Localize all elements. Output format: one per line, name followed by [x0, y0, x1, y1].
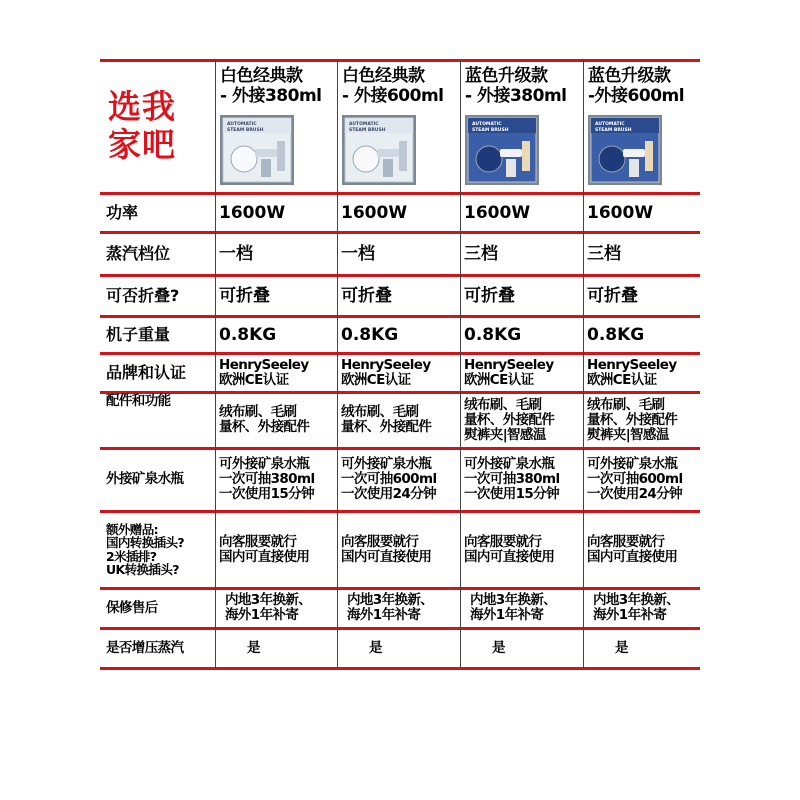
table-title: 选我 家吧	[108, 88, 176, 164]
table-cell	[219, 353, 338, 392]
cell-value: 可外接矿泉水瓶 一次可抽600ml 一次使用24分钟	[341, 456, 437, 502]
table-cell	[219, 316, 338, 353]
cell-value: 绒布刷、毛刷 量杯、外接配件	[341, 404, 432, 435]
cell-value: 1600W	[464, 202, 531, 223]
cell-value: HenrySeeley 欧洲CE认证	[219, 356, 309, 388]
row-label	[106, 588, 214, 628]
cell-value: 是	[492, 639, 505, 656]
cell-value: 可折叠	[219, 285, 270, 306]
cell-value: 0.8KG	[341, 324, 399, 345]
cell-value: 可折叠	[587, 285, 638, 306]
row-label-text: 外接矿泉水瓶	[106, 471, 184, 487]
table-cell	[464, 448, 584, 511]
table-cell	[464, 628, 584, 668]
row-label	[106, 232, 214, 275]
table-cell	[341, 588, 461, 628]
table-cell	[464, 316, 584, 353]
table-cell	[464, 392, 584, 448]
table-cell	[587, 232, 701, 275]
cell-value: 0.8KG	[587, 324, 645, 345]
table-cell	[219, 193, 338, 232]
table-cell	[587, 392, 701, 448]
svg-text:STEAM BRUSH: STEAM BRUSH	[595, 128, 632, 133]
cell-value: 可折叠	[464, 285, 515, 306]
cell-value: 可折叠	[341, 285, 392, 306]
row-label-text: 是否增压蒸汽	[106, 639, 184, 656]
table-cell	[587, 353, 701, 392]
cell-value: 1600W	[341, 202, 408, 223]
cell-value: 一档	[219, 243, 253, 264]
column-divider	[215, 60, 216, 668]
cell-value: 可外接矿泉水瓶 一次可抽380ml 一次使用15分钟	[464, 456, 560, 502]
row-label-text: 机子重量	[106, 324, 171, 344]
cell-value: 可外接矿泉水瓶 一次可抽380ml 一次使用15分钟	[219, 456, 315, 502]
row-label	[106, 448, 214, 511]
cell-value: 内地3年换新、 海外1年补寄	[593, 592, 680, 623]
cell-value: 1600W	[587, 202, 654, 223]
table-cell	[341, 316, 461, 353]
table-cell	[341, 275, 461, 316]
cell-value: HenrySeeley 欧洲CE认证	[464, 356, 554, 388]
cell-value: 内地3年换新、 海外1年补寄	[470, 592, 557, 623]
svg-text:AUTOMATIC: AUTOMATIC	[472, 122, 502, 127]
table-cell	[587, 193, 701, 232]
cell-value: HenrySeeley 欧洲CE认证	[341, 356, 431, 388]
cell-value: 向客服要就行 国内可直接使用	[587, 533, 678, 565]
svg-text:AUTOMATIC: AUTOMATIC	[227, 122, 257, 127]
row-label-text: 蒸汽档位	[106, 243, 171, 263]
svg-text:STEAM BRUSH: STEAM BRUSH	[472, 128, 509, 133]
row-label	[106, 193, 214, 232]
product-box-image	[465, 115, 539, 185]
table-cell	[464, 232, 584, 275]
row-label-text: 功率	[106, 202, 139, 222]
svg-text:STEAM BRUSH: STEAM BRUSH	[349, 128, 386, 133]
row-label-text: 保修售后	[106, 599, 158, 616]
table-cell	[587, 628, 701, 668]
table-cell	[587, 316, 701, 353]
cell-value: 内地3年换新、 海外1年补寄	[225, 592, 312, 623]
cell-value: 向客服要就行 国内可直接使用	[464, 533, 555, 565]
table-cell	[341, 232, 461, 275]
product-box-image	[342, 115, 416, 185]
table-cell	[219, 448, 338, 511]
product-name: 白色经典款 - 外接380ml	[220, 66, 322, 106]
row-label-text: 配件和功能	[106, 393, 171, 409]
table-cell	[219, 628, 338, 668]
product-name: 蓝色升级款 -外接600ml	[588, 66, 685, 106]
row-label	[106, 353, 214, 392]
table-cell	[219, 275, 338, 316]
svg-text:STEAM BRUSH: STEAM BRUSH	[227, 128, 264, 133]
cell-value: 1600W	[219, 202, 286, 223]
table-cell	[341, 193, 461, 232]
cell-value: 绒布刷、毛刷 量杯、外接配件	[219, 404, 310, 435]
cell-value: 绒布刷、毛刷 量杯、外接配件 熨裤夹|智感温	[587, 396, 678, 443]
row-label	[106, 628, 214, 668]
row-label-text: 额外赠品: 国内转换插头? 2米插排? UK转换插头?	[106, 521, 185, 577]
table-cell	[219, 392, 338, 448]
table-cell	[464, 193, 584, 232]
row-label	[106, 316, 214, 353]
table-cell	[219, 588, 338, 628]
table-cell	[464, 511, 584, 588]
cell-value: 0.8KG	[219, 324, 277, 345]
cell-value: 是	[369, 639, 382, 656]
product-box-image	[220, 115, 294, 185]
table-cell	[219, 511, 338, 588]
table-cell	[341, 392, 461, 448]
product-box-image	[588, 115, 662, 185]
cell-value: 是	[247, 639, 260, 656]
svg-text:AUTOMATIC: AUTOMATIC	[595, 122, 625, 127]
cell-value: 内地3年换新、 海外1年补寄	[347, 592, 434, 623]
table-cell	[341, 511, 461, 588]
cell-value: 一档	[341, 243, 375, 264]
table-cell	[341, 353, 461, 392]
row-label	[106, 511, 214, 588]
cell-value: 向客服要就行 国内可直接使用	[219, 533, 310, 565]
cell-value: 是	[615, 639, 628, 656]
svg-text:AUTOMATIC: AUTOMATIC	[349, 122, 379, 127]
product-name: 蓝色升级款 - 外接380ml	[465, 66, 567, 106]
cell-value: 0.8KG	[464, 324, 522, 345]
row-divider	[100, 59, 700, 62]
table-cell	[341, 448, 461, 511]
cell-value: 绒布刷、毛刷 量杯、外接配件 熨裤夹|智感温	[464, 396, 555, 443]
table-cell	[587, 448, 701, 511]
row-label-text: 可否折叠?	[106, 285, 180, 305]
table-cell	[464, 275, 584, 316]
row-label	[106, 275, 214, 316]
table-cell	[587, 275, 701, 316]
table-cell	[219, 232, 338, 275]
cell-value: 三档	[464, 243, 498, 264]
product-name: 白色经典款 - 外接600ml	[342, 66, 444, 106]
table-cell	[464, 353, 584, 392]
cell-value: 三档	[587, 243, 621, 264]
cell-value: HenrySeeley 欧洲CE认证	[587, 356, 677, 388]
cell-value: 向客服要就行 国内可直接使用	[341, 533, 432, 565]
table-cell	[587, 511, 701, 588]
cell-value: 可外接矿泉水瓶 一次可抽600ml 一次使用24分钟	[587, 456, 683, 502]
row-label	[106, 392, 214, 448]
table-cell	[464, 588, 584, 628]
row-label-text: 品牌和认证	[106, 362, 187, 382]
table-cell	[341, 628, 461, 668]
table-cell	[587, 588, 701, 628]
